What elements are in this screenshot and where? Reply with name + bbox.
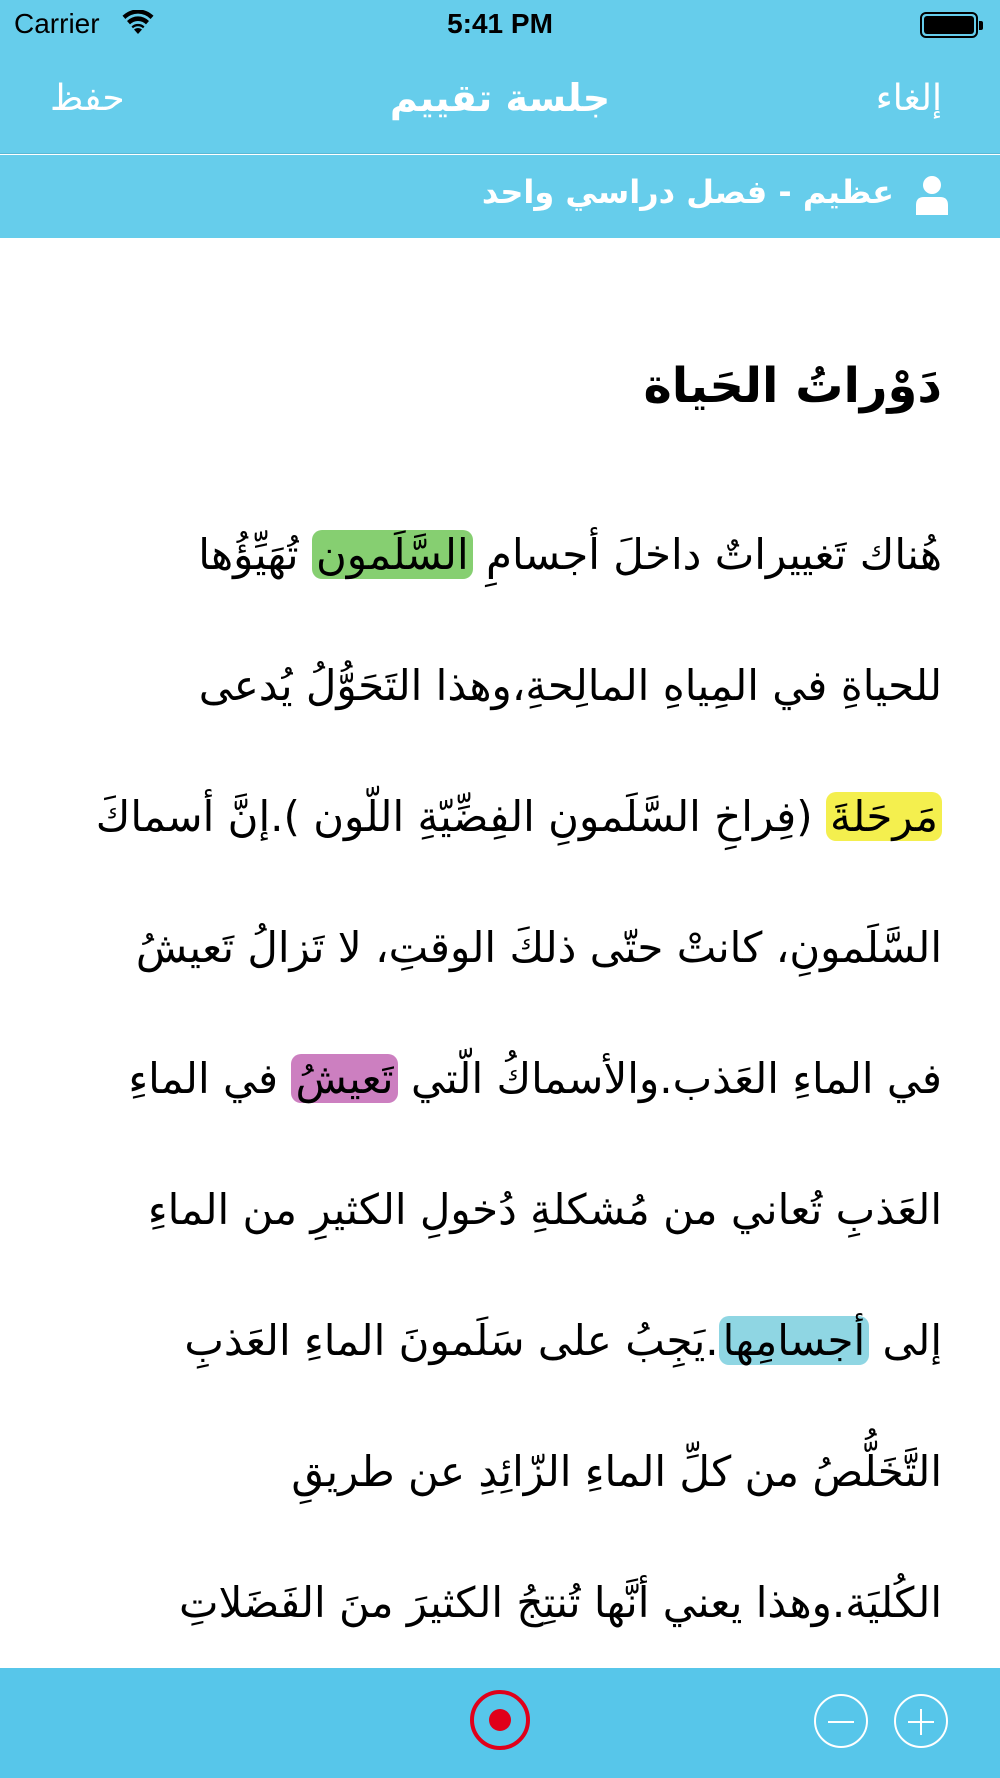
line-text[interactable]: التَّخَلُّصُ من كلِّ الماءِ الزّائِدِ عن طريقِ xyxy=(291,1447,942,1496)
status-bar xyxy=(0,0,1000,50)
line-text[interactable]: (فِراخِ السَّلَمونِ الفِضِّيّةِ اللّون ).إنَّ أسماكَ xyxy=(95,792,826,841)
line-text[interactable]: في الماءِ العَذب.والأسماكُ الّتي xyxy=(397,1054,942,1103)
passage-line xyxy=(96,782,942,852)
highlighted-word[interactable]: أجسامِها xyxy=(719,1316,870,1365)
record-icon xyxy=(489,1709,511,1731)
student-header xyxy=(0,155,1000,238)
minus-circle-icon xyxy=(828,1721,854,1723)
line-text[interactable]: .يَجِبُ على سَلَمونَ الماءِ العَذبِ xyxy=(184,1316,719,1365)
line-text[interactable]: للحياةِ في المِياهِ المالِحةِ،وهذا التَحَوُّلُ يُدعى xyxy=(198,661,942,710)
page-title: جلسة تقييم xyxy=(389,76,611,120)
passage-heading: دَوْراتُ الحَياة xyxy=(643,358,942,414)
navigation-bar xyxy=(0,50,1000,154)
reading-passage xyxy=(0,238,1000,1668)
passage-line xyxy=(128,1044,942,1114)
line-text[interactable]: العَذبِ تُعاني من مُشكلةِ دُخولِ الكثيرِ من الماءِ xyxy=(147,1185,942,1234)
line-text[interactable]: هُناك تَغييراتٌ داخلَ أجسامِ xyxy=(472,530,942,579)
line-text[interactable]: إلى xyxy=(869,1316,942,1365)
bottom-toolbar xyxy=(0,1668,1000,1778)
save-button[interactable]: حفظ xyxy=(50,78,125,119)
passage-line xyxy=(136,913,942,983)
carrier-label: Carrier xyxy=(14,8,100,39)
battery-icon xyxy=(920,12,978,38)
line-text[interactable]: في الماءِ xyxy=(128,1054,292,1103)
passage-line xyxy=(148,1175,942,1245)
highlighted-word[interactable]: تَعيشُ xyxy=(291,1054,397,1103)
line-text[interactable]: الكُليَة.وهذا يعني أنَّها تُنتِجُ الكثيرَ منَ الفَضَلاتِ xyxy=(178,1578,942,1627)
record-button[interactable] xyxy=(470,1690,530,1750)
cancel-button[interactable]: إلغاء xyxy=(875,78,942,119)
passage-line xyxy=(179,1568,942,1638)
highlighted-word[interactable]: السَّلَمون xyxy=(312,530,473,579)
line-text[interactable]: السَّلَمونِ، كانتْ حتّى ذلكَ الوقتِ، لا تَزالُ تَعيشُ xyxy=(135,923,942,972)
highlighted-word[interactable]: مَرحَلةَ xyxy=(826,792,942,841)
zoom-out-button[interactable] xyxy=(814,1694,868,1748)
student-label: عظيم - فصل دراسي واحد xyxy=(481,173,894,211)
passage-line xyxy=(198,520,942,590)
passage-line xyxy=(184,1306,942,1376)
line-text[interactable]: تُهَيِّؤُها xyxy=(198,530,312,579)
status-time: 5:41 PM xyxy=(447,8,553,39)
passage-line xyxy=(199,651,942,721)
zoom-in-button[interactable] xyxy=(894,1694,948,1748)
user-icon xyxy=(914,175,950,215)
passage-line xyxy=(291,1437,942,1507)
